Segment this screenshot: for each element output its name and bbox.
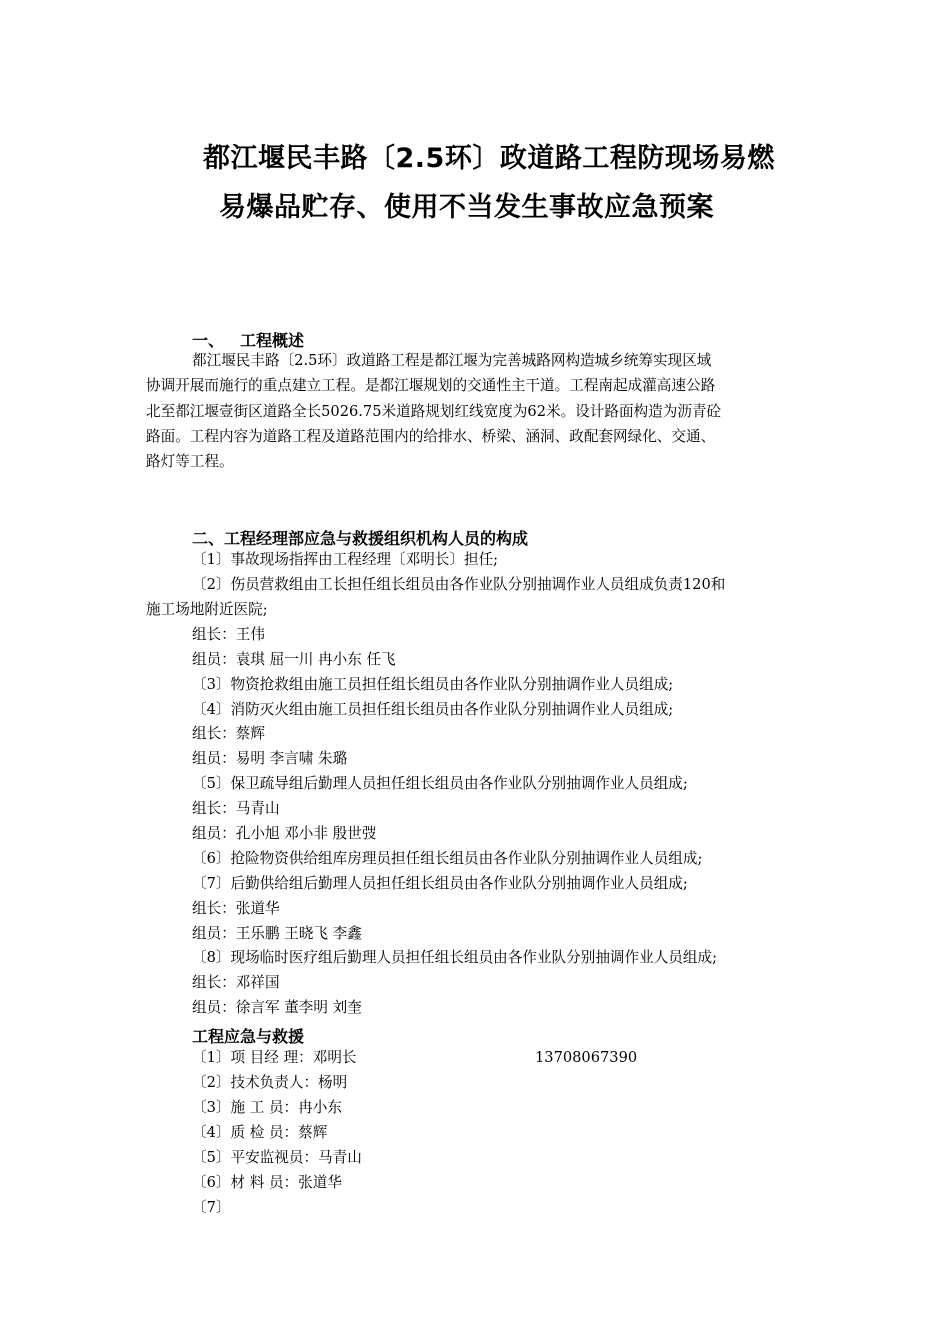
section-2-line: 〔5〕保卫疏导组后勤理人员担任组长组员由各作业队分别抽调作业人员组成; (192, 775, 688, 792)
section-3-line: 〔1〕项 目经 理：邓明长 (192, 1049, 357, 1066)
section-2-line: 施工场地附近医院; (146, 601, 268, 618)
section-2-line: 〔6〕抢险物资供给组库房理员担任组长组员由各作业队分别抽调作业人员组成; (192, 850, 703, 867)
section-2-line: 〔2〕伤员营救组由工长担任组长组员由各作业队分别抽调作业人员组成负责120和 (192, 576, 726, 593)
section-2-line: 〔1〕事故现场指挥由工程经理〔邓明长〕担任; (192, 551, 499, 568)
section-2-heading: 二、工程经理部应急与救援组织机构人员的构成 (192, 529, 529, 548)
section-2-line: 〔4〕消防灭火组由施工员担任组长组员由各作业队分别抽调作业人员组成; (192, 701, 674, 718)
section-1-number: 一、 (192, 331, 225, 350)
section-1-paragraph-line: 路灯等工程。 (146, 453, 234, 470)
section-2-line: 组员：易明 李言啸 朱璐 (192, 750, 348, 767)
section-2-line: 〔7〕后勤供给组后勤理人员担任组长组员由各作业队分别抽调作业人员组成; (192, 875, 688, 892)
section-2-line: 组长：蔡辉 (192, 725, 265, 742)
section-3-line: 〔5〕平安监视员：马青山 (192, 1149, 362, 1166)
section-1-paragraph-line: 都江堰民丰路〔2.5环〕政道路工程是都江堰为完善城路网构造城乡统筹实现区域 (192, 352, 712, 369)
section-1-paragraph-line: 北至都江堰壹街区道路全长5026.75米道路规划红线宽度为62米。设计路面构造为沥青砼 (146, 403, 722, 420)
section-2-line: 组员：王乐鹏 王晓飞 李鑫 (192, 925, 362, 942)
project-manager-phone: 13708067390 (535, 1049, 638, 1066)
section-2-line: 〔8〕现场临时医疗组后勤理人员担任组长组员由各作业队分别抽调作业人员组成; (192, 949, 717, 966)
section-1-heading: 工程概述 (240, 331, 305, 350)
section-2-line: 组员：孔小旭 邓小非 殷世弢 (192, 825, 377, 842)
section-2-line: 组员：袁琪 屈一川 冉小东 任飞 (192, 651, 396, 668)
section-3-line: 〔4〕质 检 员：蔡辉 (192, 1124, 328, 1141)
section-2-line: 组长：邓祥国 (192, 974, 280, 991)
section-2-line: 组员：徐言军 董李明 刘奎 (192, 999, 362, 1016)
document-title-line-1: 都江堰民丰路〔2.5环〕政道路工程防现场易燃 (203, 143, 775, 174)
section-3-line: 〔6〕材 料 员：张道华 (192, 1174, 342, 1191)
section-1-paragraph-line: 路面。工程内容为道路工程及道路范围内的给排水、桥梁、涵洞、政配套网绿化、交通、 (146, 428, 716, 445)
document-title-line-2: 易爆品贮存、使用不当发生事故应急预案 (219, 192, 714, 223)
section-2-line: 组长：张道华 (192, 900, 280, 917)
section-3-line: 〔7〕 (192, 1199, 231, 1216)
section-2-line: 〔3〕物资抢救组由施工员担任组长组员由各作业队分别抽调作业人员组成; (192, 676, 674, 693)
section-1-paragraph-line: 协调开展而施行的重点建立工程。是都江堰规划的交通性主干道。工程南起成灌高速公路 (146, 377, 716, 394)
section-3-heading: 工程应急与救援 (192, 1027, 305, 1046)
section-2-line: 组长：马青山 (192, 800, 280, 817)
section-3-line: 〔2〕技术负责人：杨明 (192, 1074, 348, 1091)
section-2-line: 组长：王伟 (192, 626, 265, 643)
section-3-line: 〔3〕施 工 员：冉小东 (192, 1099, 342, 1116)
